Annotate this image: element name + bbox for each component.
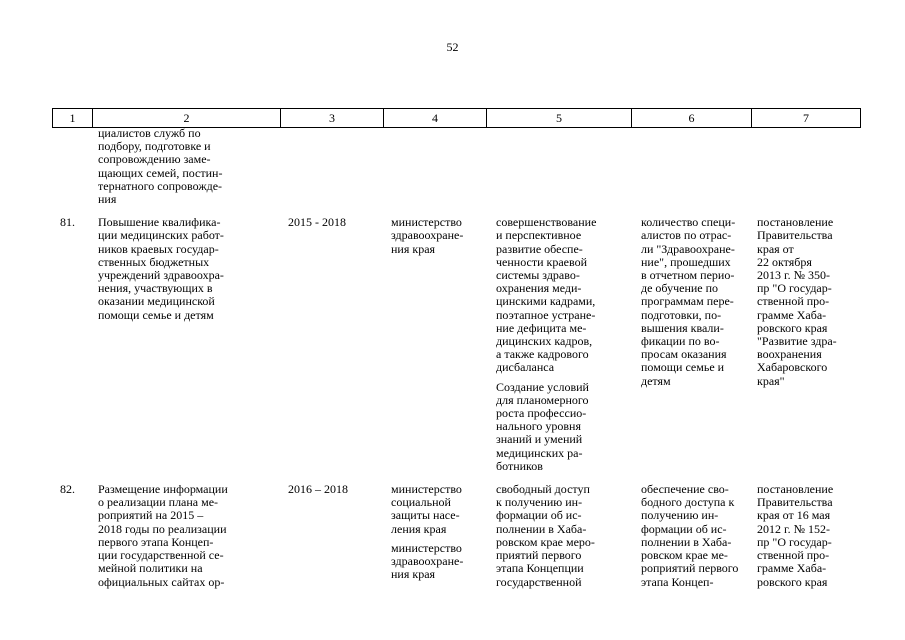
header-col-5: 5: [487, 109, 632, 128]
row-number: 81.: [60, 215, 75, 230]
table-row: [52, 216, 860, 473]
responsible: министерство социальной защиты насе- ления края министерство здравоохране- ния края: [391, 482, 464, 582]
legal-basis: постановление Правительства края от 16 мая 2012 г. № 152- пр "О государ- ственной про- грамме Хаба- ровского края: [757, 482, 834, 589]
measure-name: Повышение квалифика- ции медицинских работ- ников краевых государ- ственных бюджетных учреждений здравоохра- нения, участвующих в оказании медицинской помощи семье и детям: [98, 215, 224, 322]
indicator: количество специ- алистов по отрас- ли "Здравоохране- ние", прошедших в отчетном перио- де обучение по программам пере- подготовки, по- вышения квали- фикации по во- просам оказания помощи семье и детям: [641, 215, 736, 388]
period: 2016 – 2018: [288, 482, 348, 497]
continuation-text: циалистов служб по подбору, подготовке и сопровождению заме- щающих семей, постин- тернатного сопровожде- ния: [98, 126, 223, 207]
table-row: [52, 483, 860, 589]
header-col-1: 1: [53, 109, 93, 128]
header-col-3: 3: [281, 109, 384, 128]
continuation-row: [52, 127, 860, 206]
measures-table: [52, 127, 860, 589]
period: 2015 - 2018: [288, 215, 346, 230]
expected-result: свободный доступ к получению ин- формации об ис- полнении в Хаба- ровском крае меро- приятий первого этапа Концепции государственной: [496, 482, 595, 589]
responsible: министерство здравоохране- ния края: [391, 215, 464, 256]
legal-basis: постановление Правительства края от 22 октября 2013 г. № 350- пр "О государ- ственной про- грамме Хаба- ровского края "Развитие здра- воохранения Хабаровского края": [757, 215, 837, 388]
measure-name: Размещение информации о реализации плана ме- роприятий на 2015 – 2018 годы по реализации первого этапа Концеп- ции государственной се- мейной политики на официальных сайтах ор-: [98, 482, 228, 589]
header-col-4: 4: [384, 109, 487, 128]
row-number: 82.: [60, 482, 75, 497]
expected-result: совершенствование и перспективное развитие обеспе- ченности краевой системы здраво- охранения меди- цинскими кадрами, поэтапное устране- ние дефицита ме- дицинских кадров, а также кадрового дисбаланса Создание условий для планомерного роста профессио- нального уровня знаний и умений медицинских ра- ботников: [496, 215, 597, 473]
indicator: обеспечение сво- бодного доступа к получению ин- формации об ис- полнении в Хаба- ровском крае ме- роприятий первого этапа Концеп-: [641, 482, 739, 589]
page-number: 52: [446, 40, 459, 54]
header-col-7: 7: [752, 109, 861, 128]
column-number-header: [52, 108, 861, 128]
header-col-6: 6: [632, 109, 752, 128]
header-row: [53, 109, 861, 128]
header-col-2: 2: [93, 109, 281, 128]
